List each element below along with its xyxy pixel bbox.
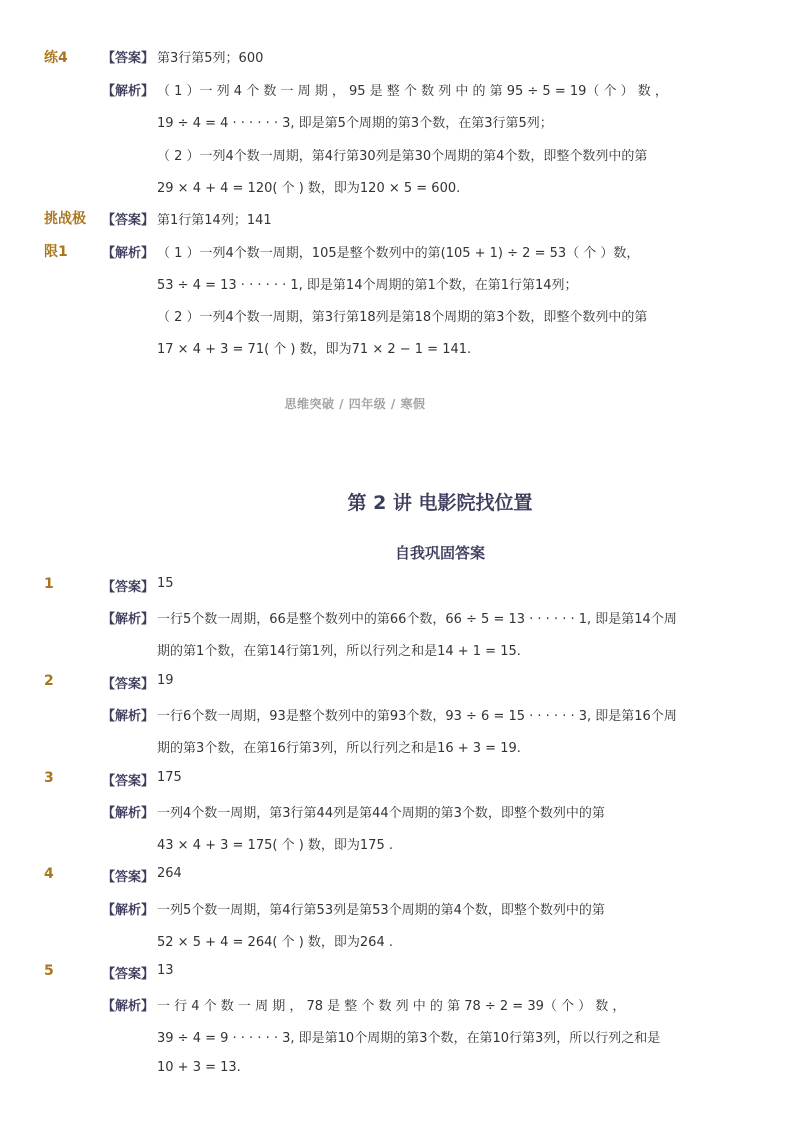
- answer-text: 264: [157, 866, 182, 881]
- analysis-tag: 【解析】: [102, 903, 155, 918]
- analysis-line: 52 × 5 + 4 = 264( 个 ) 数，即为264 .: [157, 935, 393, 950]
- analysis-line: 一列4个数一周期，第3行第44列是第44个周期的第3个数，即整个数列中的第: [157, 806, 605, 821]
- analysis-line: 一行5个数一周期，66是整个数列中的第66个数，66 ÷ 5 = 13 · · · · · · 1, 即是第14个周: [157, 612, 677, 627]
- analysis-line: 10 + 3 = 13.: [157, 1060, 241, 1075]
- question-number: 3: [44, 770, 54, 786]
- analysis-line: 19 ÷ 4 = 4 · · · · · · 3, 即是第5个周期的第3个数，在第3行第5列；: [157, 116, 553, 131]
- analysis-line: （ 1 ）一列4个数一周期，105是整个数列中的第(105 + 1) ÷ 2 = 53（ 个 ）数，: [157, 246, 640, 261]
- challenge-number-part1: 挑战极: [44, 211, 86, 227]
- answer-text: 13: [157, 963, 174, 978]
- answer-tag: 【答案】: [102, 580, 155, 595]
- page-footer: 思维突破 / 四年级 / 寒假: [284, 397, 426, 411]
- analysis-tag: 【解析】: [102, 84, 155, 99]
- analysis-line: （ 2 ）一列4个数一周期，第4行第30列是第30个周期的第4个数，即整个数列中的第: [157, 149, 648, 164]
- question-number: 1: [44, 576, 54, 592]
- analysis-line: 一列5个数一周期，第4行第53列是第53个周期的第4个数，即整个数列中的第: [157, 903, 605, 918]
- analysis-line: 一行6个数一周期，93是整个数列中的第93个数，93 ÷ 6 = 15 · · · · · · 3, 即是第16个周: [157, 709, 677, 724]
- analysis-line: 一 行 4 个 数 一 周 期 ， 78 是 整 个 数 列 中 的 第 78 ÷ 2 = 39（ 个 ） 数 ，: [157, 999, 626, 1014]
- question-number: 4: [44, 866, 54, 882]
- answer-tag: 【答案】: [102, 51, 155, 66]
- analysis-line: 期的第3个数，在第16行第3列，所以行列之和是16 + 3 = 19.: [157, 741, 521, 756]
- exercise-number: 练4: [44, 50, 68, 66]
- answer-text: 第1行第14列；141: [157, 213, 272, 228]
- analysis-line: （ 2 ）一列4个数一周期，第3行第18列是第18个周期的第3个数，即整个数列中的第: [157, 310, 648, 325]
- analysis-tag: 【解析】: [102, 246, 155, 261]
- answer-text: 第3行第5列；600: [157, 51, 264, 66]
- analysis-line: 17 × 4 + 3 = 71( 个 ) 数，即为71 × 2 − 1 = 141.: [157, 342, 472, 357]
- analysis-tag: 【解析】: [102, 612, 155, 627]
- answer-tag: 【答案】: [102, 213, 155, 228]
- answer-text: 19: [157, 673, 174, 688]
- answer-text: 175: [157, 770, 182, 785]
- analysis-tag: 【解析】: [102, 806, 155, 821]
- analysis-line: 29 × 4 + 4 = 120( 个 ) 数，即为120 × 5 = 600.: [157, 181, 461, 196]
- challenge-number-part2: 限1: [44, 244, 68, 260]
- analysis-line: 期的第1个数，在第14行第1列，所以行列之和是14 + 1 = 15.: [157, 644, 521, 659]
- analysis-line: 39 ÷ 4 = 9 · · · · · · 3, 即是第10个周期的第3个数，在第10行第3列，所以行列之和是: [157, 1031, 661, 1046]
- answer-tag: 【答案】: [102, 677, 155, 692]
- section-title: 自我巩固答案: [394, 544, 485, 562]
- question-number: 2: [44, 673, 54, 689]
- analysis-line: 53 ÷ 4 = 13 · · · · · · 1, 即是第14个周期的第1个数，在第1行第14列；: [157, 278, 578, 293]
- answer-tag: 【答案】: [102, 774, 155, 789]
- analysis-tag: 【解析】: [102, 999, 155, 1014]
- question-number: 5: [44, 963, 54, 979]
- analysis-tag: 【解析】: [102, 709, 155, 724]
- answer-text: 15: [157, 576, 174, 591]
- answer-tag: 【答案】: [102, 870, 155, 885]
- analysis-line: 43 × 4 + 3 = 175( 个 ) 数，即为175 .: [157, 838, 393, 853]
- analysis-line: （ 1 ）一 列 4 个 数 一 周 期 ， 95 是 整 个 数 列 中 的 第 95 ÷ 5 = 19（ 个 ） 数 ，: [157, 84, 668, 99]
- chapter-title: 第 2 讲 电影院找位置: [347, 492, 533, 514]
- answer-tag: 【答案】: [102, 967, 155, 982]
